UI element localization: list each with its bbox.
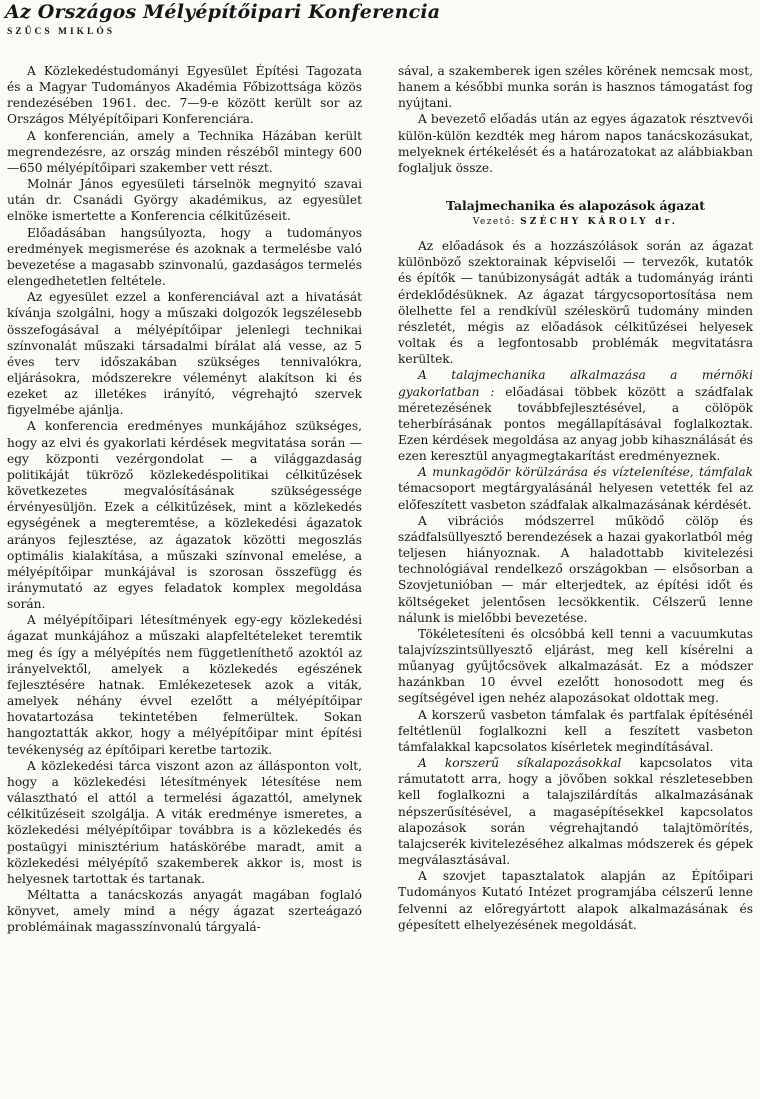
- paragraph: A Közlekedéstudományi Egyesület Építési Tagozata és a Magyar Tudományos Akadémia Főbizottsága közös rendezésében 1961. dec. 7—9-e között került sor az Országos Mélyépítőipari Konferenciára.: [7, 64, 362, 127]
- paragraph: A közlekedési tárca viszont azon az állásponton volt, hogy a közlekedési létesítmények létesítése nem választható el attól a termelési ágazattól, amelynek célkitűzéseit szolgálja. A viták eredménye ismeretes, a közlekedési mélyépítőipar továbbra is a közlekedés és postaügyi minisztérium hatáskörébe maradt, amit a közlekedési mélyépítő szakemberek akkor is, most is helyesnek tartottak és tartanak.: [7, 758, 362, 886]
- paragraph: Az egyesület ezzel a konferenciával azt a hivatását kívánja szolgálni, hogy a műszaki dolgozók legszélesebb összefogásával a mélyépítőipar jelenlegi technikai színvonalát műszaki társadalmi bírálat alá vesse, az 5 éves terv időszakában szükséges tennivalókra, eljárásokra, módszerekre véleményt alakítson ki és ezeket az illetékes irányító, végrehajtó szervek figyelmébe ajánlja.: [7, 290, 362, 418]
- left-column: [7, 63, 362, 935]
- paragraph: A szovjet tapasztalatok alapján az Építőipari Tudományos Kutató Intézet programjába célszerű lenne felvenni az előregyártott alapok alkalmazásának és gépesített elhelyezésének megoldását.: [398, 869, 753, 932]
- section-title: Talajmechanika és alapozások ágazat: [445, 198, 706, 214]
- section-leader-name: SZÉCHY KÁROLY dr.: [520, 217, 679, 228]
- paragraph: Előadásában hangsúlyozta, hogy a tudományos eredmények megismerése és azoknak a termelésbe való bevezetése a magasabb szinvonalú, gazdaságos termelés elengedhetetlen feltétele.: [7, 225, 362, 289]
- paragraph: sával, a szakemberek igen széles körének nemcsak most, hanem a későbbi munka során is hasznos támogatást fog nyújtani.: [398, 64, 753, 111]
- right-column: [398, 63, 753, 933]
- paragraph: Méltatta a tanácskozás anyagát magában foglaló könyvet, amely mind a négy ágazat szerteágazó problémáinak magasszínvonalú tárgyalá-: [7, 887, 362, 935]
- paragraph: A korszerű vasbeton támfalak és partfalak építésénél feltétlenül foglalkozni kell a feszített vasbeton támfalakkal kapcsolatos kísérletek megindításával.: [398, 707, 753, 754]
- article-author: SZŰCS MIKLÓS: [7, 27, 116, 37]
- paragraph-text: témacsoport megtárgyalásánál helyesen vetették fel az előfeszített vasbeton szádfalak alkalmazásának kérdését.: [398, 481, 753, 512]
- paragraph: Tökéletesíteni és olcsóbbá kell tenni a vacuumkutas talajvízszintsüllyesztő eljárást, meg kell kísérelni a műanyag gyűjtőcsövek alkalmazását. Ez a módszer hazánkban 10 évvel ezelőtt honosodott meg és segítségével igen nehéz alapozásokat oldottak meg.: [398, 626, 753, 706]
- paragraph: Az előadások és a hozzászólások során az ágazat különböző szektorainak képviselői — tervezők, kutatók és építők — tanúbizonyságát adták a tudományág iránti érdeklődésüknek. Az ágazat tárgycsoportosítása nem ölelhette fel a rendkívül széleskörű tudomány minden részletét, mégis az előadások célkitűzései helyesek voltak és a legfontosabb problémák megvitatásra kerültek.: [398, 239, 753, 367]
- italic-topic: A munkagödör körülzárása és víztelenítése, támfalak: [418, 465, 753, 480]
- paragraph: [398, 464, 753, 512]
- paragraph: A vibrációs módszerrel működő cölöp és szádfalsüllyesztő berendezések a hazai gyakorlatból még teljesen hiányoznak. A haladottabb kivitelezési technológiával rendelkező országokban — elsősorban a Szovjetunióban — már elterjedtek, az építési időt és költségeket jelentősen lecsökkentik. Célszerű lenne nálunk is mielőbbi bevezetése.: [398, 513, 753, 625]
- italic-topic: A talajmechanika alkalmazása a mérnöki gyakorlatban :: [398, 368, 753, 399]
- section-leader-label: Vezető:: [472, 217, 516, 228]
- paragraph-text: előadásai többek között a szádfalak méretezésének továbbfejlesztésével, a cölöpök teherbírásának pontos megállapításával foglalkoztak. Ezen kérdések megoldása az anyag jobb kihasználását és ezen keresztül anyagmegtakarítást eredményeznek.: [398, 384, 753, 464]
- paragraph: [398, 367, 753, 464]
- paragraph: A konferencián, amely a Technika Házában került megrendezésre, az ország minden részéből mintegy 600—650 mélyépítőipari szakember vett részt.: [7, 128, 362, 175]
- paragraph: Molnár János egyesületi társelnök megnyitó szavai után dr. Csanádi György akadémikus, az egyesület elnöke ismertette a Konferencia célkitűzéseit.: [7, 177, 362, 224]
- italic-topic: A korszerű síkalapozásokkal: [418, 756, 622, 771]
- paragraph: A konferencia eredményes munkájához szükséges, hogy az elvi és gyakorlati kérdések megvitatása során — egy központi vezérgondolat — a világgazdaság politikáját tükröző közlekedéspolitikai célkitűzések következetes megvalósításának szükségessége érvényesüljön. Ezek a célkitűzések, mint a közlekedés egységének a megteremtése, a közlekedési ágazatok arányos fejlesztése, az ágazatok közötti megoszlás optimális kialakítása, a műszaki színvonal emelése, a mélyépítőipar munkájával is szorosan összefügg és iránymutató az egyes feladatok komplex megoldása során.: [7, 419, 362, 612]
- paragraph: [398, 755, 753, 868]
- paragraph: A bevezető előadás után az egyes ágazatok résztvevői külön-külön kezdték meg három napos tanácskozásukat, melyeknek értékelését és a határozatokat az alábbiakban foglaljuk össze.: [398, 112, 753, 175]
- article-title: Az Országos Mélyépítőipari Konferencia: [5, 1, 441, 23]
- paragraph: A mélyépítőipari létesítmények egy-egy közlekedési ágazat munkájához a műszaki alapfeltételeket teremtik meg és így a mélyépítés nem függetleníthető azoktól az irányelvektől, amelyek a közlekedés egészének fejlesztésére hatnak. Emlékezetesek azok a viták, amelyek néhány évvel ezelőtt a mélyépítőipar hovatartozása tekintetében felmerültek. Sokan hangoztatták akkor, hogy a mélyépítőipar mint építési tevékenység az építőipari keretbe tartozik.: [7, 613, 362, 757]
- paragraph-text: kapcsolatos vita rámutatott arra, hogy a jövőben sokkal részletesebben kell foglalkozni a talajszilárdítás alkalmazásának népszerűsítésével, a magasépítésekkel kapcsolatos alapozások során végrehajtandó talajtömörítés, talajcserék kivitelezéséhez alkalmas módszerek és gépek megválasztásával.: [398, 756, 753, 868]
- section-leader: [398, 216, 753, 228]
